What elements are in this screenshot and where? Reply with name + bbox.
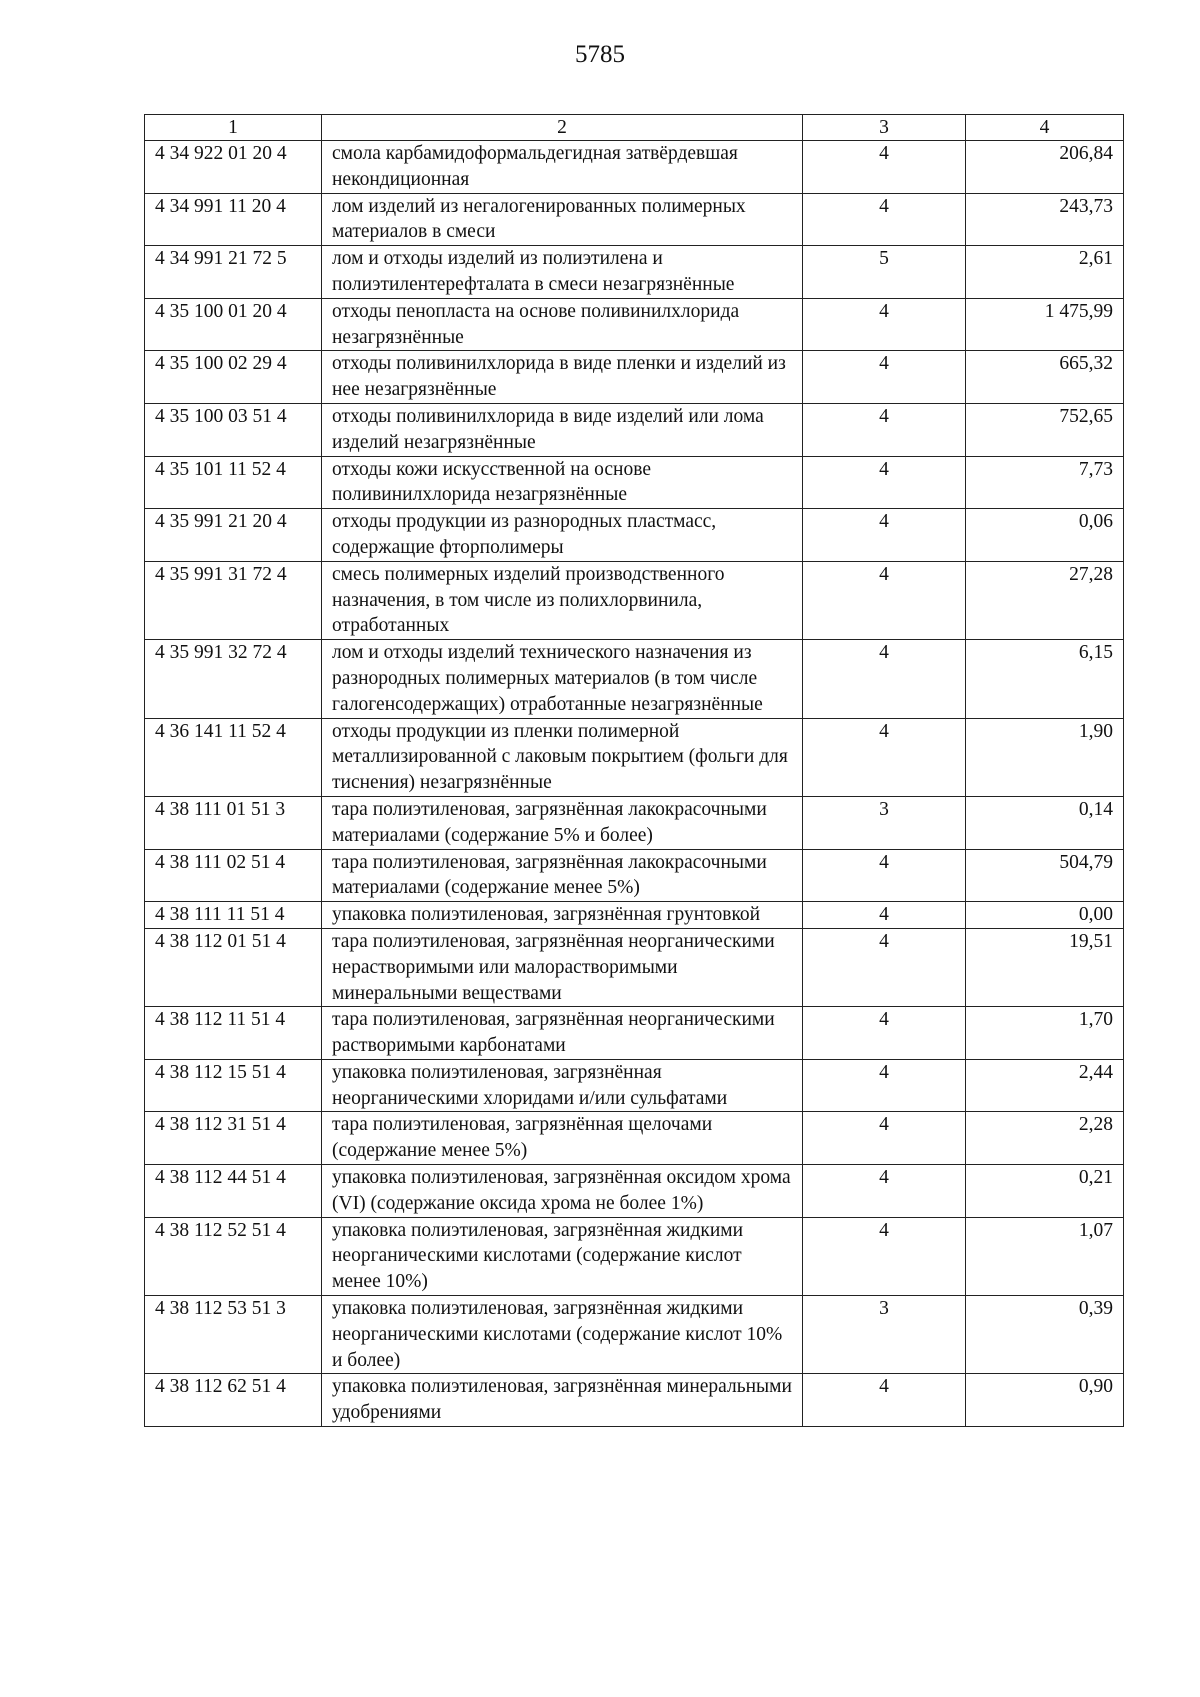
waste-name-cell: смола карбамидоформальдегидная затвёрдевшая некондиционная	[322, 141, 803, 194]
waste-name-cell: отходы пенопласта на основе поливинилхлорида незагрязнённые	[322, 298, 803, 351]
hazard-class-cell: 4	[803, 456, 966, 509]
table-row	[145, 1296, 1124, 1374]
table-body	[145, 115, 1124, 1427]
amount-cell: 752,65	[966, 403, 1124, 456]
table-row	[145, 193, 1124, 246]
waste-name-cell: отходы продукции из пленки полимерной металлизированной с лаковым покрытием (фольги для тиснения) незагрязнённые	[322, 718, 803, 796]
table-row	[145, 1217, 1124, 1295]
waste-code-cell: 4 36 141 11 52 4	[145, 718, 322, 796]
amount-cell: 19,51	[966, 928, 1124, 1006]
column-header-1: 1	[145, 115, 322, 141]
waste-code-cell: 4 38 111 11 51 4	[145, 902, 322, 929]
waste-code-cell: 4 38 112 01 51 4	[145, 928, 322, 1006]
amount-cell: 0,39	[966, 1296, 1124, 1374]
table-row	[145, 928, 1124, 1006]
waste-name-cell: упаковка полиэтиленовая, загрязнённая минеральными удобрениями	[322, 1374, 803, 1427]
amount-cell: 2,28	[966, 1112, 1124, 1165]
waste-name-cell: тара полиэтиленовая, загрязнённая неорганическими растворимыми карбонатами	[322, 1007, 803, 1060]
hazard-class-cell: 4	[803, 902, 966, 929]
waste-code-cell: 4 38 112 15 51 4	[145, 1059, 322, 1112]
waste-code-cell: 4 38 111 02 51 4	[145, 849, 322, 902]
waste-code-cell: 4 38 112 44 51 4	[145, 1165, 322, 1218]
table-row	[145, 403, 1124, 456]
waste-name-cell: тара полиэтиленовая, загрязнённая лакокрасочными материалами (содержание менее 5%)	[322, 849, 803, 902]
amount-cell: 7,73	[966, 456, 1124, 509]
table-row	[145, 351, 1124, 404]
waste-code-cell: 4 35 100 02 29 4	[145, 351, 322, 404]
hazard-class-cell: 4	[803, 1374, 966, 1427]
hazard-class-cell: 4	[803, 718, 966, 796]
waste-name-cell: упаковка полиэтиленовая, загрязнённая оксидом хрома (VI) (содержание оксида хрома не более 1%)	[322, 1165, 803, 1218]
waste-code-cell: 4 38 112 11 51 4	[145, 1007, 322, 1060]
waste-name-cell: лом и отходы изделий технического назначения из разнородных полимерных материалов (в том числе галогенсодержащих) отработанные незагрязнённые	[322, 640, 803, 718]
hazard-class-cell: 3	[803, 796, 966, 849]
waste-name-cell: лом и отходы изделий из полиэтилена и полиэтилентерефталата в смеси незагрязнённые	[322, 246, 803, 299]
table-row	[145, 298, 1124, 351]
table-row	[145, 640, 1124, 718]
waste-name-cell: упаковка полиэтиленовая, загрязнённая грунтовкой	[322, 902, 803, 929]
waste-name-cell: упаковка полиэтиленовая, загрязнённая жидкими неорганическими кислотами (содержание кислот 10% и более)	[322, 1296, 803, 1374]
table-row	[145, 849, 1124, 902]
hazard-class-cell: 4	[803, 1059, 966, 1112]
table-row	[145, 1059, 1124, 1112]
amount-cell: 665,32	[966, 351, 1124, 404]
column-header-3: 3	[803, 115, 966, 141]
hazard-class-cell: 4	[803, 298, 966, 351]
amount-cell: 504,79	[966, 849, 1124, 902]
amount-cell: 0,90	[966, 1374, 1124, 1427]
waste-code-cell: 4 34 991 11 20 4	[145, 193, 322, 246]
waste-code-cell: 4 35 100 03 51 4	[145, 403, 322, 456]
hazard-class-cell: 4	[803, 928, 966, 1006]
hazard-class-cell: 4	[803, 1165, 966, 1218]
table-row	[145, 1165, 1124, 1218]
waste-name-cell: отходы кожи искусственной на основе поливинилхлорида незагрязнённые	[322, 456, 803, 509]
waste-name-cell: отходы поливинилхлорида в виде пленки и изделий из нее незагрязнённые	[322, 351, 803, 404]
amount-cell: 1 475,99	[966, 298, 1124, 351]
amount-cell: 206,84	[966, 141, 1124, 194]
table-row	[145, 456, 1124, 509]
waste-name-cell: отходы продукции из разнородных пластмасс, содержащие фторполимеры	[322, 509, 803, 562]
table-row	[145, 1374, 1124, 1427]
column-header-2: 2	[322, 115, 803, 141]
waste-code-cell: 4 38 111 01 51 3	[145, 796, 322, 849]
amount-cell: 0,14	[966, 796, 1124, 849]
waste-code-cell: 4 38 112 31 51 4	[145, 1112, 322, 1165]
table-row	[145, 561, 1124, 639]
amount-cell: 2,44	[966, 1059, 1124, 1112]
waste-name-cell: тара полиэтиленовая, загрязнённая лакокрасочными материалами (содержание 5% и более)	[322, 796, 803, 849]
hazard-class-cell: 5	[803, 246, 966, 299]
waste-code-cell: 4 35 101 11 52 4	[145, 456, 322, 509]
amount-cell: 0,06	[966, 509, 1124, 562]
amount-cell: 0,00	[966, 902, 1124, 929]
hazard-class-cell: 4	[803, 403, 966, 456]
amount-cell: 243,73	[966, 193, 1124, 246]
waste-code-cell: 4 34 922 01 20 4	[145, 141, 322, 194]
amount-cell: 1,07	[966, 1217, 1124, 1295]
waste-code-cell: 4 35 991 31 72 4	[145, 561, 322, 639]
waste-name-cell: лом изделий из негалогенированных полимерных материалов в смеси	[322, 193, 803, 246]
page-number: 5785	[575, 41, 625, 68]
hazard-class-cell: 4	[803, 561, 966, 639]
waste-code-cell: 4 38 112 53 51 3	[145, 1296, 322, 1374]
waste-name-cell: тара полиэтиленовая, загрязнённая щелочами (содержание менее 5%)	[322, 1112, 803, 1165]
table-row	[145, 1007, 1124, 1060]
table-header-row	[145, 115, 1124, 141]
hazard-class-cell: 4	[803, 351, 966, 404]
hazard-class-cell: 3	[803, 1296, 966, 1374]
waste-code-cell: 4 38 112 52 51 4	[145, 1217, 322, 1295]
hazard-class-cell: 4	[803, 193, 966, 246]
table-row	[145, 246, 1124, 299]
table-row	[145, 141, 1124, 194]
table-row	[145, 509, 1124, 562]
table-row	[145, 718, 1124, 796]
waste-name-cell: упаковка полиэтиленовая, загрязнённая жидкими неорганическими кислотами (содержание кислот менее 10%)	[322, 1217, 803, 1295]
amount-cell: 6,15	[966, 640, 1124, 718]
amount-cell: 0,21	[966, 1165, 1124, 1218]
waste-table	[144, 114, 1124, 1427]
table-row	[145, 796, 1124, 849]
waste-code-cell: 4 34 991 21 72 5	[145, 246, 322, 299]
table-row	[145, 902, 1124, 929]
column-header-4: 4	[966, 115, 1124, 141]
waste-name-cell: смесь полимерных изделий производственного назначения, в том числе из полихлорвинила, отработанных	[322, 561, 803, 639]
waste-code-cell: 4 35 991 32 72 4	[145, 640, 322, 718]
table-row	[145, 1112, 1124, 1165]
hazard-class-cell: 4	[803, 509, 966, 562]
waste-code-cell: 4 35 991 21 20 4	[145, 509, 322, 562]
hazard-class-cell: 4	[803, 141, 966, 194]
amount-cell: 2,61	[966, 246, 1124, 299]
hazard-class-cell: 4	[803, 1217, 966, 1295]
waste-name-cell: упаковка полиэтиленовая, загрязнённая неорганическими хлоридами и/или сульфатами	[322, 1059, 803, 1112]
waste-name-cell: тара полиэтиленовая, загрязнённая неорганическими нерастворимыми или малорастворимыми минеральными веществами	[322, 928, 803, 1006]
waste-name-cell: отходы поливинилхлорида в виде изделий или лома изделий незагрязнённые	[322, 403, 803, 456]
amount-cell: 27,28	[966, 561, 1124, 639]
hazard-class-cell: 4	[803, 640, 966, 718]
amount-cell: 1,70	[966, 1007, 1124, 1060]
hazard-class-cell: 4	[803, 1112, 966, 1165]
amount-cell: 1,90	[966, 718, 1124, 796]
hazard-class-cell: 4	[803, 849, 966, 902]
waste-code-cell: 4 38 112 62 51 4	[145, 1374, 322, 1427]
waste-code-cell: 4 35 100 01 20 4	[145, 298, 322, 351]
hazard-class-cell: 4	[803, 1007, 966, 1060]
